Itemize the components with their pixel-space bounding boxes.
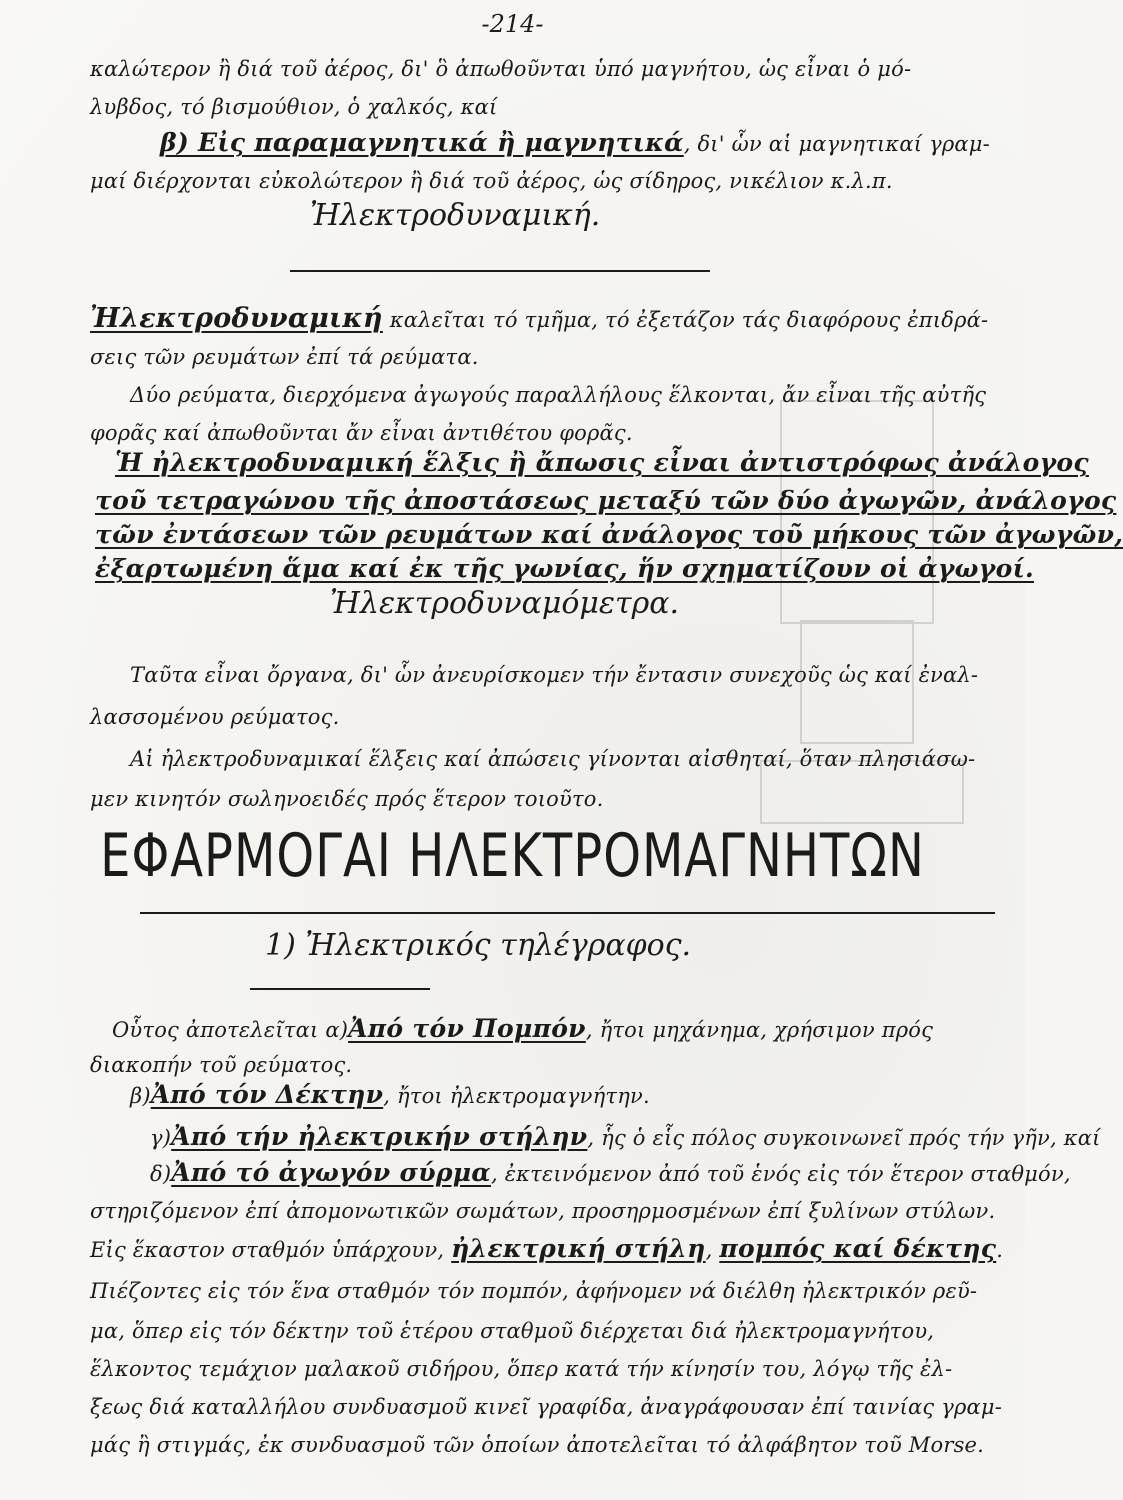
term-battery: Ἀπό τήν ἠλεκτρικήν στήλην bbox=[171, 1122, 588, 1151]
text-line: στηριζόμενον ἐπί ἀπομονωτικῶν σωμάτων, προσηρμοσμένων ἐπί ξυλίνων στύλων. bbox=[90, 1199, 996, 1223]
text-line: ξεως διά καταλλήλου συνδυασμοῦ κινεῖ γραφίδα, ἀναγράφουσαν ἐπί ταινίας γραμ- bbox=[90, 1395, 1003, 1419]
text-line: μα, ὅπερ εἰς τόν δέκτην τοῦ ἑτέρου σταθμοῦ διέρχεται διά ἠλεκτρομαγνήτου, bbox=[90, 1319, 935, 1343]
text-fragment: , ἤτοι ἠλεκτρομαγνήτην. bbox=[383, 1084, 650, 1108]
text-fragment: Οὗτος ἀποτελεῖται α) bbox=[112, 1018, 349, 1042]
text-line: μαί διέρχονται εὐκολώτερον ἢ διά τοῦ ἀέρος, ὡς σίδηρος, νικέλιον κ.λ.π. bbox=[90, 169, 893, 193]
text-line: μεν κινητόν σωληνοειδές πρός ἕτερον τοιοῦτο. bbox=[90, 787, 604, 811]
page-number: -214- bbox=[481, 10, 544, 38]
law-statement-line: τῶν ἐντάσεων τῶν ρευμάτων καί ἀνάλογος τοῦ μήκους τῶν ἀγωγῶν, bbox=[95, 520, 1123, 549]
section-heading-electrodynamometers: Ἠλεκτροδυναμόμετρα. bbox=[330, 586, 679, 621]
text-line bbox=[150, 1122, 1101, 1151]
law-statement-line: Ἡ ἠλεκτροδυναμική ἕλξις ἢ ἄπωσις εἶναι ἀντιστρόφως ἀνάλογος bbox=[115, 448, 1089, 477]
text-fragment: , δι' ὧν αἱ μαγνητικαί γραμ- bbox=[683, 132, 990, 156]
text-line: Δύο ρεύματα, διερχόμενα ἀγωγούς παραλλήλους ἕλκονται, ἄν εἶναι τῆς αὐτῆς bbox=[130, 383, 987, 407]
subheading-paramagnetic: β) Εἰς παραμαγνητικά ἢ μαγνητικά bbox=[160, 128, 684, 157]
text-line bbox=[150, 1158, 1071, 1187]
section-heading-electrodynamics: Ἠλεκτροδυναμική. bbox=[310, 198, 601, 233]
text-line: σεις τῶν ρευμάτων ἐπί τά ρεύματα. bbox=[90, 345, 479, 369]
text-line: ἕλκοντος τεμάχιον μαλακοῦ σιδήρου, ὅπερ κατά τήν κίνησίν του, λόγῳ τῆς ἐλ- bbox=[90, 1357, 953, 1381]
section-heading-telegraph: 1) Ἠλεκτρικός τηλέγραφος. bbox=[265, 928, 692, 963]
text-line: λυβδος, τό βισμούθιον, ὁ χαλκός, καί bbox=[90, 95, 498, 119]
text-fragment: δ) bbox=[150, 1162, 172, 1186]
term-transmitter: Ἀπό τόν Πομπόν bbox=[348, 1014, 586, 1043]
term-transmitter-receiver: πομπός καί δέκτης bbox=[719, 1234, 997, 1263]
title-rule bbox=[140, 912, 995, 914]
heading-rule bbox=[250, 988, 430, 990]
term-wire: Ἀπό τό ἀγωγόν σύρμα bbox=[171, 1158, 491, 1187]
text-fragment: , ἧς ὁ εἷς πόλος συγκοινωνεῖ πρός τήν γῆν, καί bbox=[587, 1126, 1101, 1150]
text-line: μάς ἢ στιγμάς, ἐκ συνδυασμοῦ τῶν ὁποίων ἀποτελεῖται τό ἀλφάβητον τοῦ Morse. bbox=[90, 1433, 985, 1457]
text-line bbox=[112, 1016, 1005, 1043]
text-fragment: , ἐκτεινόμενον ἀπό τοῦ ἑνός εἰς τόν ἕτερον σταθμόν, bbox=[490, 1162, 1071, 1186]
text-line bbox=[160, 130, 1005, 157]
text-line: διακοπήν τοῦ ρεύματος. bbox=[90, 1053, 353, 1077]
chapter-title: ΕΦΑΡΜΟΓΑΙ ΗΛΕΚΤΡΟΜΑΓΝΗΤΩΝ bbox=[100, 821, 925, 891]
text-fragment: Εἰς ἕκαστον σταθμόν ὑπάρχουν, bbox=[90, 1238, 445, 1262]
text-line: Αἱ ἠλεκτροδυναμικαί ἕλξεις καί ἀπώσεις γίνονται αἰσθηταί, ὅταν πλησιάσω- bbox=[130, 747, 976, 771]
term-electrodynamics: Ἠλεκτροδυναμική bbox=[90, 303, 383, 334]
text-line bbox=[130, 1082, 1005, 1109]
heading-rule bbox=[290, 270, 710, 272]
text-line: λασσομένου ρεύματος. bbox=[90, 705, 340, 729]
text-fragment: καλεῖται τό τμῆμα, τό ἐξετάζον τάς διαφόρους ἐπιδρά- bbox=[389, 308, 989, 332]
text-line: φορᾶς καί ἀπωθοῦνται ἄν εἶναι ἀντιθέτου φορᾶς. bbox=[90, 421, 633, 445]
term-receiver: Ἀπό τόν Δέκτην bbox=[150, 1080, 384, 1109]
text-fragment: γ) bbox=[150, 1126, 172, 1150]
text-line: Εἰς ἕκαστον σταθμόν ὑπάρχουν, ἠλεκτρική στήλη, πομπός καί δέκτης. bbox=[90, 1234, 1004, 1263]
term-battery-station: ἠλεκτρική στήλη bbox=[451, 1234, 706, 1263]
law-statement-line: ἐξαρτωμένη ἅμα καί ἐκ τῆς γωνίας, ἥν σχηματίζουν οἱ ἀγωγοί. bbox=[95, 554, 1034, 583]
text-fragment: β) bbox=[130, 1084, 151, 1108]
text-line bbox=[90, 303, 1005, 334]
text-line: Ταῦτα εἶναι ὄργανα, δι' ὧν ἀνευρίσκομεν τήν ἔντασιν συνεχοῦς ὡς καί ἐναλ- bbox=[130, 663, 979, 687]
text-line: καλώτερον ἢ διά τοῦ ἀέρος, δι' ὃ ἀπωθοῦνται ὑπό μαγνήτου, ὡς εἶναι ὁ μό- bbox=[90, 57, 912, 81]
law-statement-line: τοῦ τετραγώνου τῆς ἀποστάσεως μεταξύ τῶν δύο ἀγωγῶν, ἀνάλογος bbox=[95, 486, 1117, 515]
text-line: Πιέζοντες εἰς τόν ἕνα σταθμόν τόν πομπόν, ἀφήνομεν νά διέλθη ἠλεκτρικόν ρεῦ- bbox=[90, 1279, 978, 1303]
text-fragment: , ἤτοι μηχάνημα, χρήσιμον πρός bbox=[585, 1018, 934, 1042]
